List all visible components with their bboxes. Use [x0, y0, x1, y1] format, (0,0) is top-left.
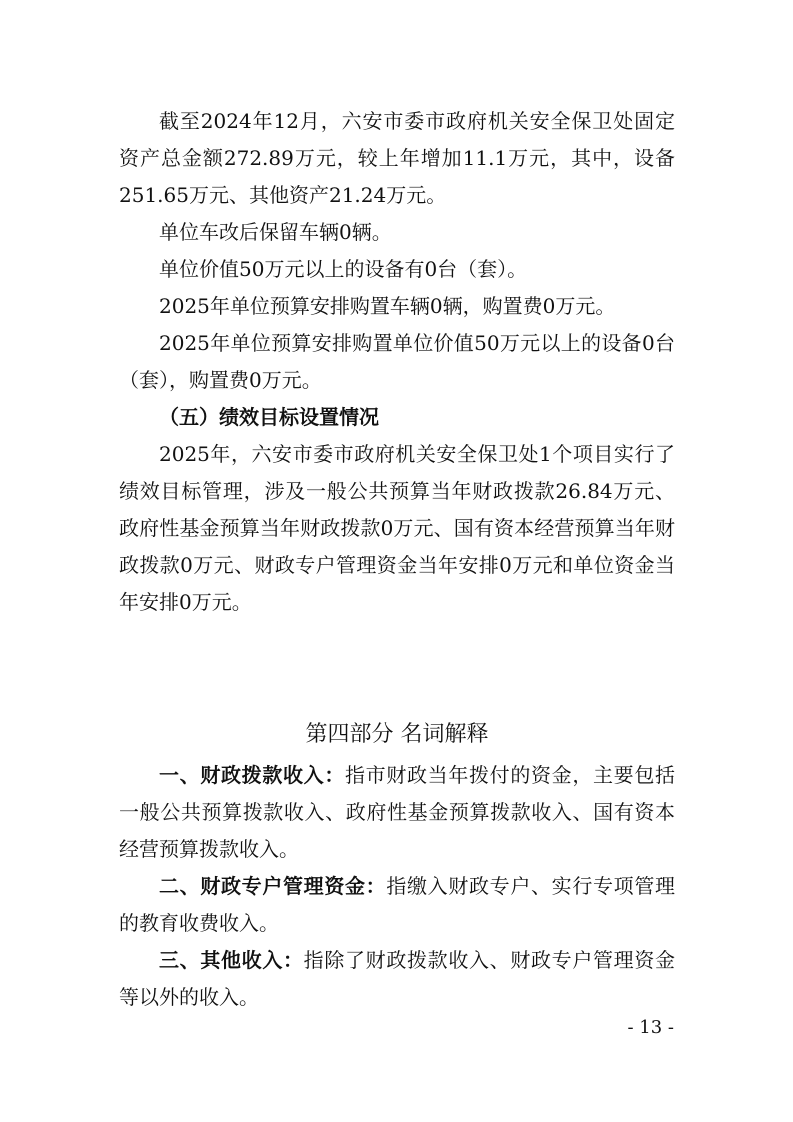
glossary-definition: 指除了财政拨款收入、财政专户管理资金等以外的收入。: [119, 948, 676, 1009]
glossary-item: [119, 942, 675, 1016]
glossary-term: 一、财政拨款收入：: [159, 763, 345, 787]
glossary-definition: 指缴入财政专户、实行专项管理的教育收费收入。: [119, 874, 676, 935]
vehicles-retained-paragraph: 单位车改后保留车辆0辆。: [159, 220, 392, 244]
equipment-count-paragraph: 单位价值50万元以上的设备有0台（套）。: [159, 257, 528, 281]
glossary-item: [119, 757, 675, 868]
section-title: 第四部分 名词解释: [305, 722, 489, 747]
performance-paragraph: 2025年，六安市委市政府机关安全保卫处1个项目实行了绩效目标管理，涉及一般公共预算当年财政拨款26.84万元、政府性基金预算当年财政拨款0万元、国有资本经营预算当年财政拨款0万元、财政专户管理资金当年安排0万元和单位资金当年安排0万元。: [119, 442, 675, 614]
glossary-term: 三、其他收入：: [159, 948, 304, 972]
performance-heading: （五）绩效目标设置情况: [159, 405, 379, 429]
equipment-purchase-paragraph: 2025年单位预算安排购置单位价值50万元以上的设备0台（套），购置费0万元。: [119, 331, 675, 392]
glossary-term: 二、财政专户管理资金：: [159, 874, 387, 898]
vehicle-purchase-paragraph: 2025年单位预算安排购置车辆0辆，购置费0万元。: [159, 294, 616, 318]
glossary-item: [119, 868, 675, 942]
glossary-definition: 指市财政当年拨付的资金，主要包括一般公共预算拨款收入、政府性基金预算拨款收入、国有资本经营预算拨款收入。: [119, 763, 675, 861]
fixed-assets-paragraph: 截至2024年12月，六安市委市政府机关安全保卫处固定资产总金额272.89万元，较上年增加11.1万元，其中，设备251.65万元、其他资产21.24万元。: [119, 109, 675, 207]
page-number: - 13 -: [627, 1017, 674, 1038]
